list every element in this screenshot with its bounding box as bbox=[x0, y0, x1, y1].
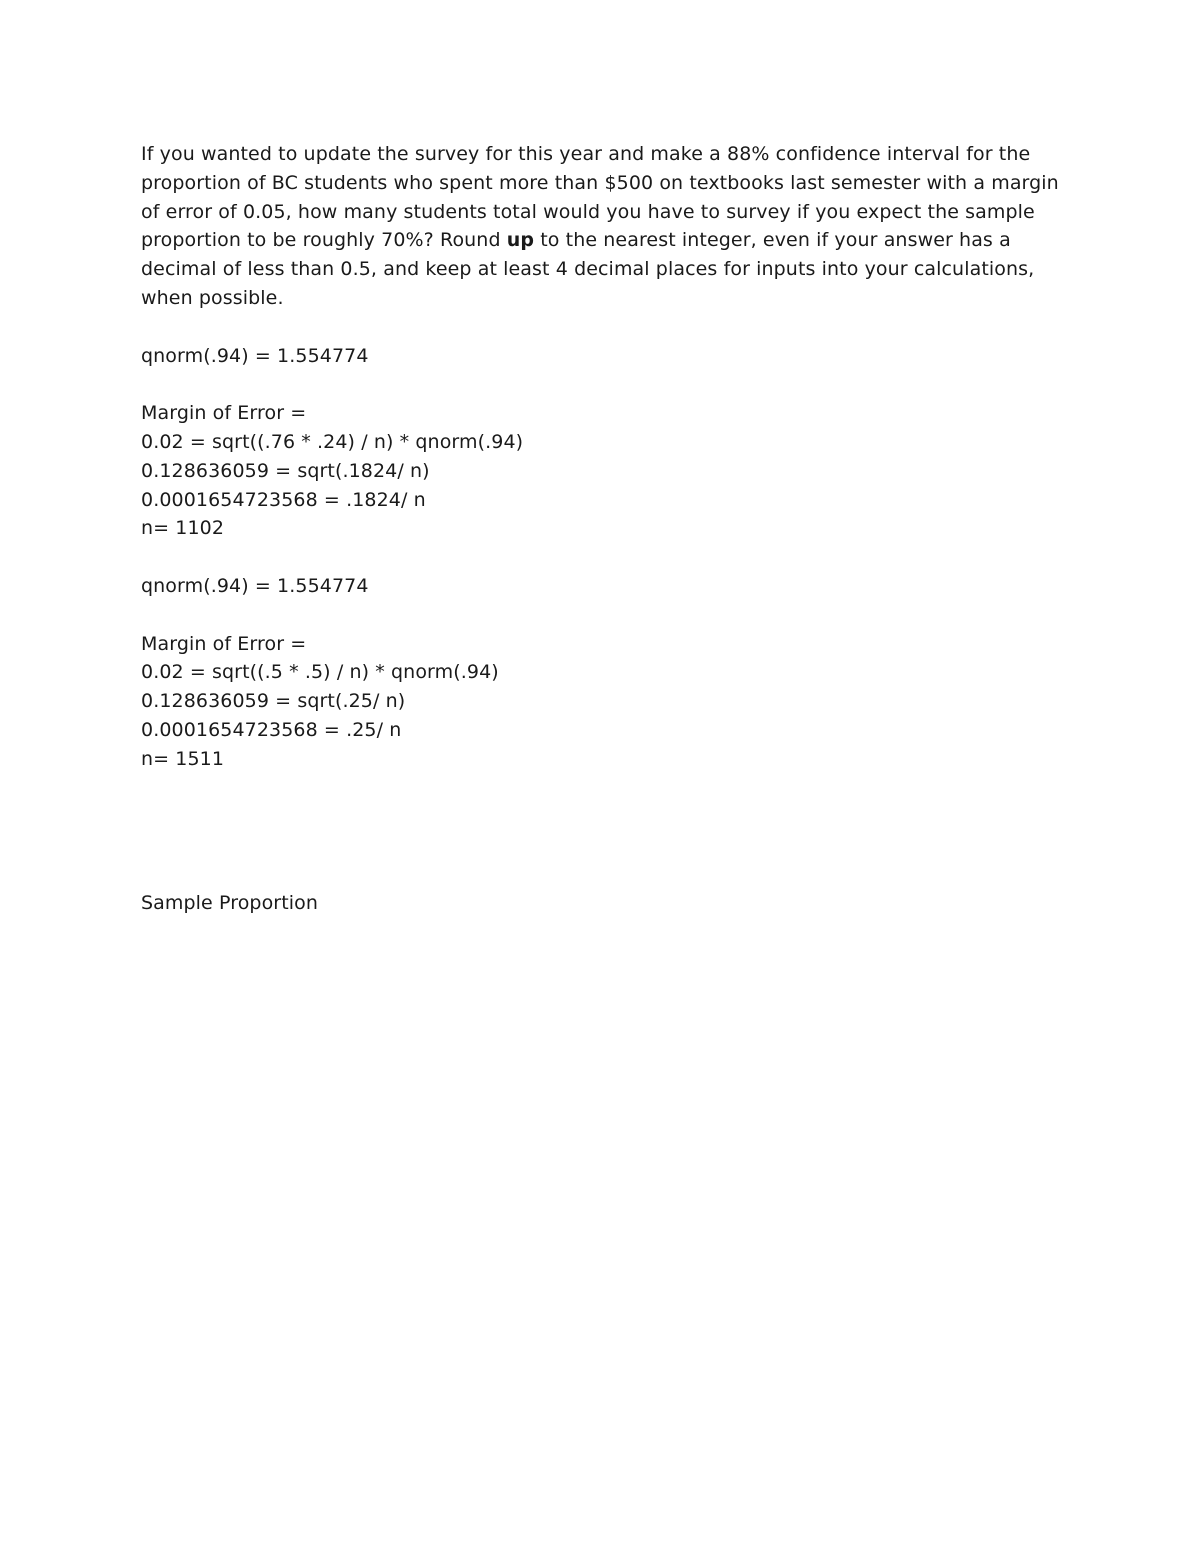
equation-line-2: 0.128636059 = sqrt(.1824/ n) bbox=[141, 459, 430, 482]
question-text-start: If you wanted to update the survey for this year and make a 88% confidence interval for the proportion of BC students who spent more than $500 on textbooks last semester with a margin of error of 0.05, how many students total would you have to survey if you expect the sample proportion to be roughly 70%? Round bbox=[141, 143, 1059, 252]
equation-line-3: 0.0001654723568 = .1824/ n bbox=[141, 488, 426, 511]
footer-label: Sample Proportion bbox=[141, 891, 319, 914]
spacer bbox=[141, 601, 1071, 630]
qnorm-line: qnorm(.94) = 1.554774 bbox=[141, 574, 369, 597]
spacer bbox=[141, 313, 1071, 342]
equation-line-1: 0.02 = sqrt((.76 * .24) / n) * qnorm(.94) bbox=[141, 430, 524, 453]
result-line: n= 1511 bbox=[141, 747, 225, 770]
question-paragraph bbox=[141, 140, 1071, 313]
qnorm-line: qnorm(.94) = 1.554774 bbox=[141, 344, 369, 367]
spacer bbox=[141, 543, 1071, 572]
spacer bbox=[141, 774, 1071, 889]
question-bold-word: up bbox=[506, 229, 535, 252]
calculation-block-1 bbox=[141, 342, 1071, 544]
calculation-block-2 bbox=[141, 572, 1071, 774]
equation-line-3: 0.0001654723568 = .25/ n bbox=[141, 718, 402, 741]
spacer bbox=[141, 370, 1071, 399]
margin-of-error-label: Margin of Error = bbox=[141, 402, 307, 425]
equation-line-2: 0.128636059 = sqrt(.25/ n) bbox=[141, 690, 406, 713]
result-line: n= 1102 bbox=[141, 517, 225, 540]
question-text-end: to the nearest integer, even if your answer has a decimal of less than 0.5, and keep at least 4 decimal places for inputs into your calculations, when possible. bbox=[141, 229, 1035, 309]
document-content bbox=[141, 140, 1071, 917]
margin-of-error-label: Margin of Error = bbox=[141, 632, 307, 655]
equation-line-1: 0.02 = sqrt((.5 * .5) / n) * qnorm(.94) bbox=[141, 661, 499, 684]
